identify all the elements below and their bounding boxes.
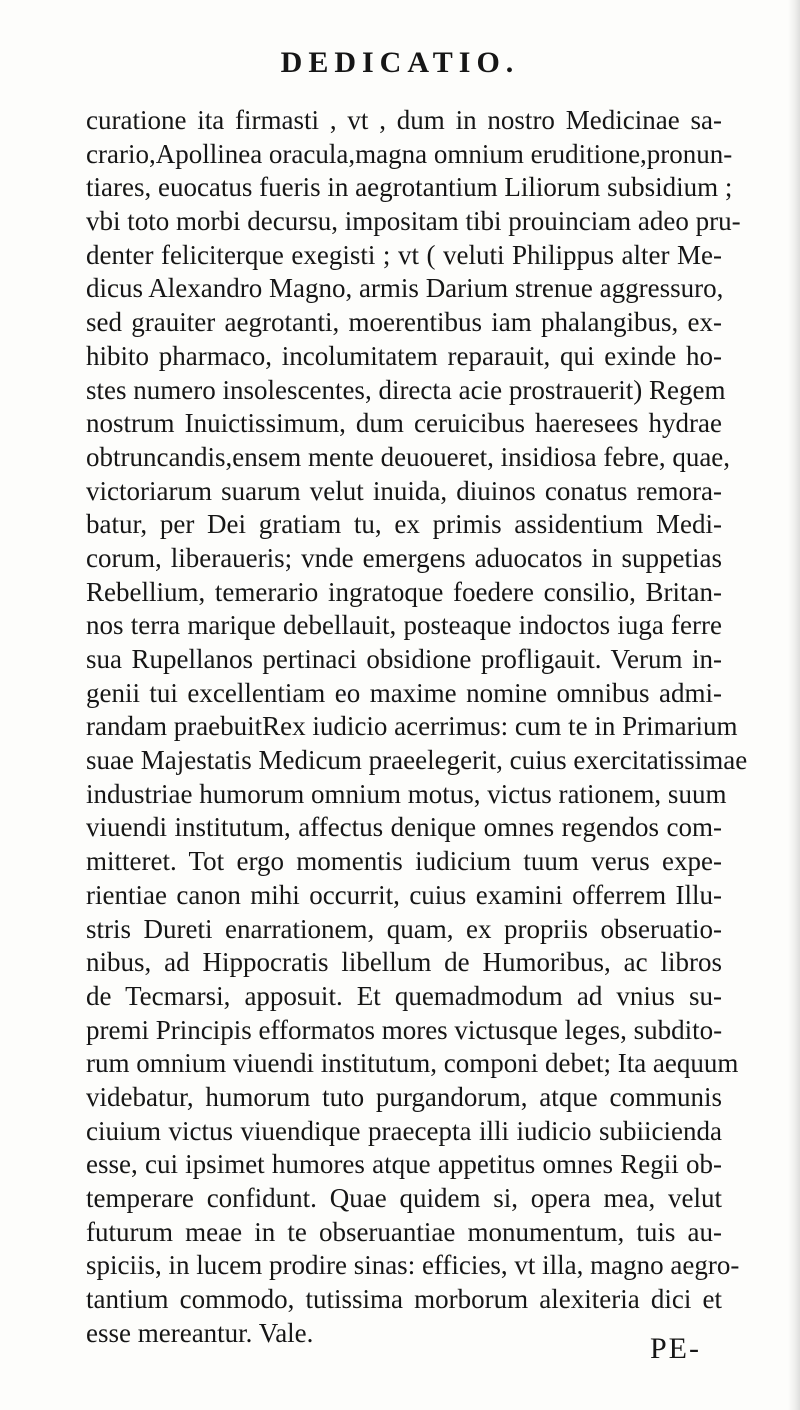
text-line: stris Dureti enarrationem, quam, ex propriis obseruatio- [86, 913, 722, 944]
text-line: vbi toto morbi decursu, impositam tibi prouinciam adeo pru- [86, 206, 741, 237]
text-line: mitteret. Tot ergo momentis iudicium tuum verus expe- [86, 846, 722, 877]
text-line: nibus, ad Hippocratis libellum de Humoribus, ac libros [86, 947, 722, 978]
text-line: esse, cui ipsimet humores atque appetitus omnes Regii ob- [86, 1149, 722, 1180]
text-line: suae Majestatis Medicum praeelegerit, cuius exercitatissimae [86, 745, 748, 776]
text-line: tantium commodo, tutissima morborum alexiteria dici et [86, 1284, 722, 1315]
text-line: crario,Apollinea oracula,magna omnium eruditione,pronun- [86, 138, 733, 169]
page-edge-shadow [788, 0, 800, 1410]
text-line: Rebellium, temerario ingratoque foedere consilio, Britan- [86, 576, 722, 607]
catchword: PE- [650, 1332, 701, 1365]
text-line: curatione ita firmasti , vt , dum in nostro Medicinae sa- [86, 105, 722, 135]
text-line: batur, per Dei gratiam tu, ex primis assidentium Medi- [86, 509, 722, 540]
text-line: ciuium victus viuendique praecepta illi iudicio subiicienda [86, 1115, 722, 1146]
text-line: esse mereantur. Vale. [86, 1317, 314, 1348]
text-line: rientiae canon mihi occurrit, cuius examini offerrem Illu- [86, 879, 722, 910]
text-line: denter feliciterque exegisti ; vt ( veluti Philippus alter Me- [86, 239, 722, 270]
text-line: industriae humorum omnium motus, victus rationem, suum [86, 778, 727, 809]
text-line: genii tui excellentiam eo maxime nomine omnibus admi- [86, 677, 722, 708]
text-line: temperare confidunt. Quae quidem si, opera mea, velut [86, 1183, 722, 1213]
text-line: premi Principis efformatos mores victusque leges, subdito- [86, 1014, 723, 1045]
text-line: rum omnium viuendi institutum, componi debet; Ita aequum [86, 1048, 739, 1079]
text-line: videbatur, humorum tuto purgandorum, atque communis [86, 1081, 722, 1112]
text-line: nos terra marique debellauit, posteaque indoctos iuga ferre [86, 610, 722, 641]
running-title: DEDICATIO. [280, 46, 520, 79]
text-line: obtruncandis,ensem mente deuoueret, insidiosa febre, quae, [86, 441, 731, 472]
text-line: victoriarum suarum velut inuida, diuinos conatus remora- [86, 475, 722, 506]
text-line: sua Rupellanos pertinaci obsidione profligauit. Verum in- [86, 644, 722, 674]
text-line: nostrum Inuictissimum, dum ceruicibus haeresees hydrae [86, 408, 722, 439]
text-line: viuendi institutum, affectus denique omnes regendos com- [86, 812, 722, 843]
text-line: sed grauiter aegrotanti, moerentibus iam phalangibus, ex- [86, 307, 722, 338]
text-line: de Tecmarsi, apposuit. Et quemadmodum ad vnius su- [86, 980, 722, 1011]
text-line: hibito pharmaco, incolumitatem reparauit, qui exinde ho- [86, 340, 722, 371]
text-line: stes numero insolescentes, directa acie prostrauerit) Regem [86, 374, 726, 405]
text-line: dicus Alexandro Magno, armis Darium strenue aggressuro, [86, 273, 724, 304]
text-line: randam praebuitRex iudicio acerrimus: cum te in Primarium [86, 711, 738, 742]
text-line: corum, liberaueris; vnde emergens aduocatos in suppetias [86, 542, 722, 573]
text-line: spiciis, in lucem prodire sinas: efficies, vt illa, magno aegro- [86, 1250, 740, 1281]
body-text [86, 104, 748, 1350]
text-line: futurum meae in te obseruantiae monumentum, tuis au- [86, 1216, 722, 1247]
text-line: tiares, euocatus fueris in aegrotantium Liliorum subsidium ; [86, 172, 733, 203]
